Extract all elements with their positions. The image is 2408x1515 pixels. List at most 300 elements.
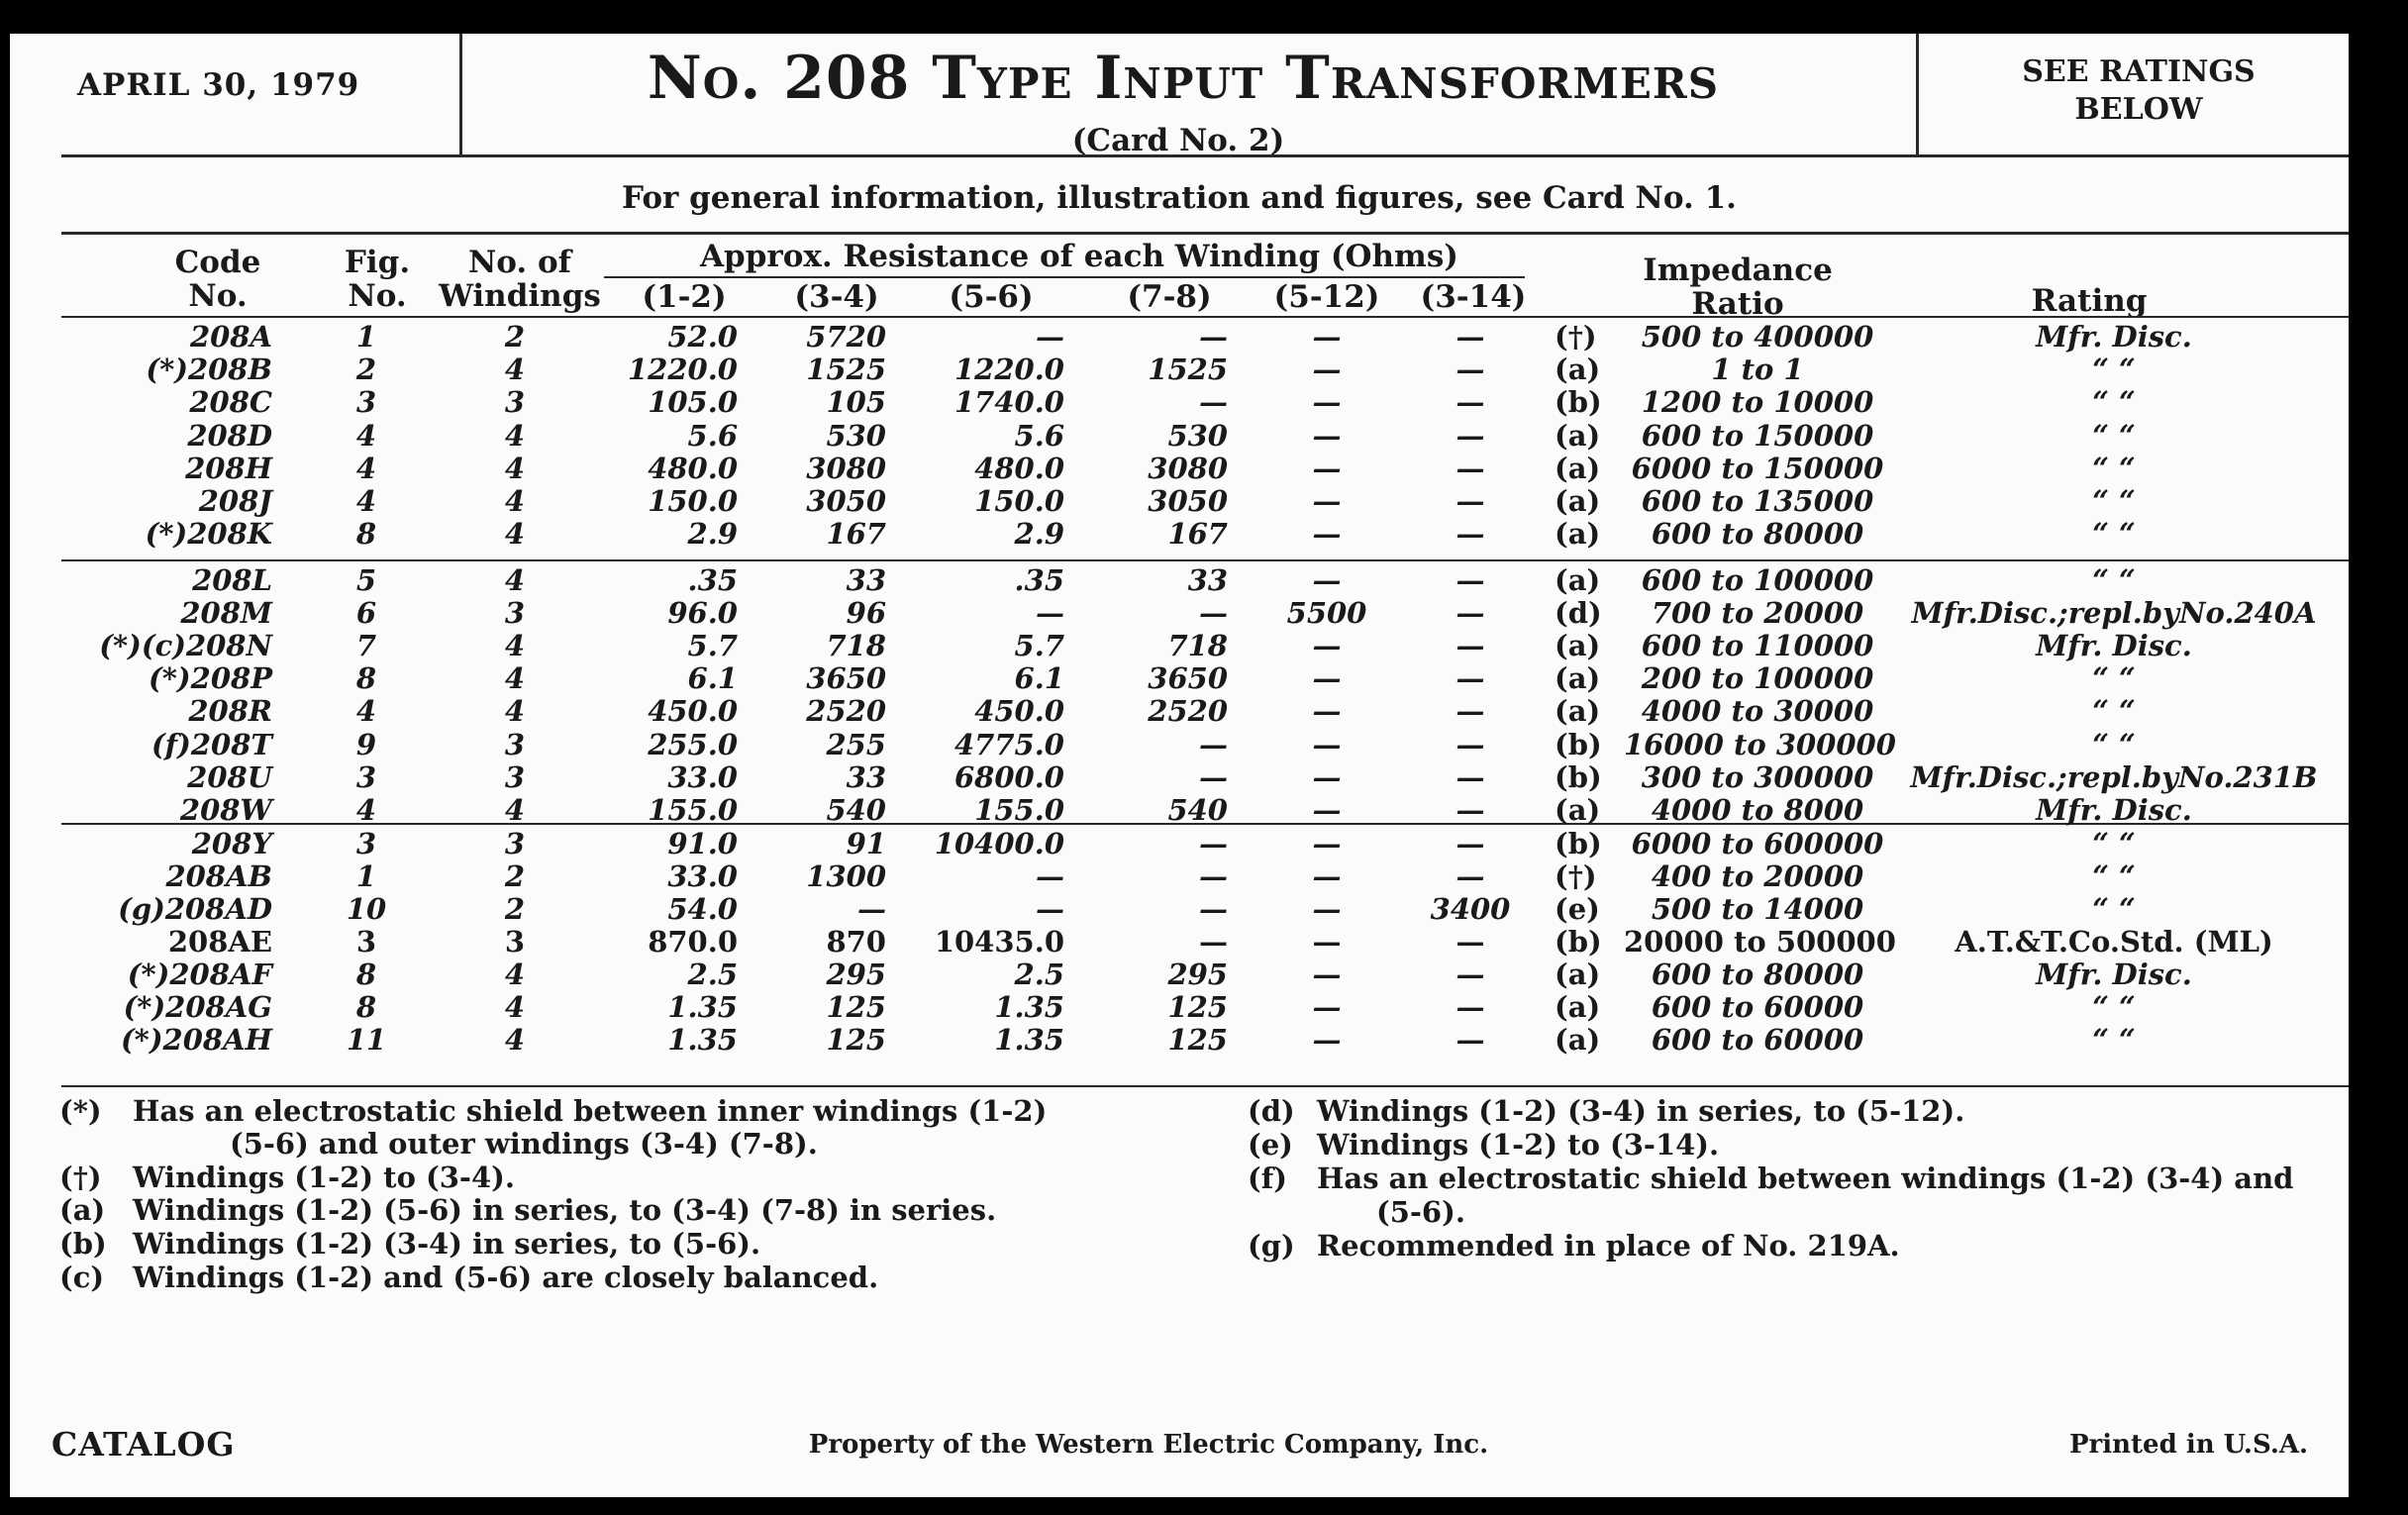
cell-r12: 33.0 xyxy=(667,760,738,794)
cell-r314: — xyxy=(1455,353,1485,386)
cell-code: 208Y xyxy=(191,827,272,860)
cell-rating: “ “ xyxy=(2092,1023,2136,1057)
cell-rating: Mfr.Disc.;repl.byNo.231B xyxy=(1910,760,2318,794)
cell-note: (a) xyxy=(1555,1023,1601,1057)
cell-r314: — xyxy=(1455,925,1485,959)
cell-code: (*)208AH xyxy=(120,1023,272,1057)
cell-r12: .35 xyxy=(687,563,738,597)
cell-r512: — xyxy=(1312,958,1342,991)
cell-r56: 10400.0 xyxy=(934,827,1064,860)
cell-note: (†) xyxy=(1555,859,1597,893)
cell-r78: — xyxy=(1199,385,1228,419)
cell-r512: — xyxy=(1312,452,1342,485)
cell-r512: — xyxy=(1312,892,1342,926)
cell-r12: 150.0 xyxy=(648,484,738,518)
cell-rating: A.T.&T.Co.Std. (ML) xyxy=(1955,925,2273,959)
cell-r512: — xyxy=(1312,990,1342,1024)
cell-r12: 1220.0 xyxy=(628,353,738,386)
cell-r78: 167 xyxy=(1167,517,1228,551)
cell-r314: — xyxy=(1455,958,1485,991)
cell-note: (d) xyxy=(1555,596,1602,630)
col-windings-line1: No. of xyxy=(467,245,572,280)
cell-fig: 5 xyxy=(355,563,377,597)
cell-fig: 8 xyxy=(355,990,377,1024)
ratings-note-line1: SEE RATINGS xyxy=(2022,54,2256,89)
col-w78: (7-8) xyxy=(1127,279,1212,315)
cell-r56: — xyxy=(1036,596,1064,630)
cell-r314: — xyxy=(1455,320,1485,354)
col-impedance-line1: Impedance xyxy=(1643,252,1833,288)
cell-r512: — xyxy=(1312,925,1342,959)
footnote-mark: (g) xyxy=(1248,1229,1295,1262)
cell-r56: 1.35 xyxy=(994,990,1064,1024)
footnote-text: Has an electrostatic shield between inner windings (1-2) xyxy=(133,1094,1048,1128)
cell-note: (a) xyxy=(1555,694,1601,728)
cell-code: (*)208P xyxy=(149,661,272,695)
cell-r34: 530 xyxy=(826,419,886,453)
cell-r512: — xyxy=(1312,353,1342,386)
cell-r512: — xyxy=(1312,827,1342,860)
cell-windings: 4 xyxy=(504,517,526,551)
cell-ratio: 600 to 60000 xyxy=(1651,1023,1864,1057)
cell-r34: 125 xyxy=(826,990,886,1024)
cell-windings: 4 xyxy=(504,661,526,695)
cell-fig: 9 xyxy=(355,728,377,761)
cell-r78: — xyxy=(1199,596,1228,630)
cell-r512: — xyxy=(1312,563,1342,597)
cell-windings: 4 xyxy=(504,563,526,597)
cell-windings: 4 xyxy=(504,793,526,827)
cell-rating: Mfr. Disc. xyxy=(2036,629,2192,662)
footnote-text: Windings (1-2) (5-6) in series, to (3-4) (7-8) in series. xyxy=(133,1193,997,1227)
cell-r78: — xyxy=(1199,760,1228,794)
cell-r34: 870 xyxy=(826,925,886,959)
cell-code: 208C xyxy=(189,385,272,419)
cell-fig: 3 xyxy=(355,385,377,419)
cell-fig: 3 xyxy=(355,925,377,959)
cell-note: (a) xyxy=(1555,629,1601,662)
header-divider-right xyxy=(1916,34,1919,154)
cell-r56: 10435.0 xyxy=(934,925,1064,959)
cell-code: (g)208AD xyxy=(118,892,272,926)
cell-fig: 8 xyxy=(355,958,377,991)
cell-windings: 4 xyxy=(504,452,526,485)
cell-r12: 2.9 xyxy=(687,517,738,551)
cell-note: (†) xyxy=(1555,320,1597,354)
cell-r512: — xyxy=(1312,1023,1342,1057)
col-fig-line1: Fig. xyxy=(344,245,411,280)
cell-r56: 155.0 xyxy=(974,793,1064,827)
cell-ratio: 16000 to 300000 xyxy=(1624,728,1896,761)
cell-r314: — xyxy=(1455,760,1485,794)
cell-fig: 2 xyxy=(355,353,377,386)
cell-r78: 3050 xyxy=(1148,484,1228,518)
cell-note: (e) xyxy=(1555,892,1600,926)
cell-r314: — xyxy=(1455,517,1485,551)
cell-r512: — xyxy=(1312,484,1342,518)
col-rating-header: Rating xyxy=(2031,283,2148,319)
cell-code: (*)208AF xyxy=(127,958,272,991)
cell-r314: — xyxy=(1455,385,1485,419)
cell-rating: Mfr. Disc. xyxy=(2036,320,2192,354)
cell-ratio: 6000 to 600000 xyxy=(1631,827,1884,860)
cell-ratio: 600 to 150000 xyxy=(1641,419,1874,453)
cell-rating: “ “ xyxy=(2092,563,2136,597)
cell-ratio: 500 to 400000 xyxy=(1641,320,1874,354)
cell-rating: “ “ xyxy=(2092,452,2136,485)
footnote-text: Windings (1-2) (3-4) in series, to (5-12). xyxy=(1317,1094,1965,1128)
cell-r314: — xyxy=(1455,728,1485,761)
cell-note: (a) xyxy=(1555,793,1601,827)
footnote-text: Windings (1-2) and (5-6) are closely balanced. xyxy=(133,1261,879,1294)
cell-r12: 5.7 xyxy=(687,629,738,662)
cell-r78: — xyxy=(1199,320,1228,354)
cell-code: 208AB xyxy=(165,859,272,893)
col-fig-header xyxy=(323,246,432,313)
cell-r56: 1740.0 xyxy=(954,385,1064,419)
cell-rating: “ “ xyxy=(2092,694,2136,728)
cell-rating: “ “ xyxy=(2092,827,2136,860)
cell-code: 208R xyxy=(188,694,272,728)
col-code-line1: Code xyxy=(174,245,261,280)
ratings-note xyxy=(1951,53,2327,129)
cell-windings: 4 xyxy=(504,484,526,518)
cell-ratio: 600 to 80000 xyxy=(1651,517,1864,551)
cell-ratio: 500 to 14000 xyxy=(1651,892,1864,926)
footnote-text: Windings (1-2) to (3-14). xyxy=(1317,1128,1720,1162)
footnote-mark: (f) xyxy=(1248,1162,1287,1195)
cell-rating: “ “ xyxy=(2092,353,2136,386)
cell-r56: 480.0 xyxy=(974,452,1064,485)
col-w34: (3-4) xyxy=(794,279,879,315)
cell-r512: — xyxy=(1312,419,1342,453)
col-fig-line2: No. xyxy=(348,278,407,314)
col-impedance-line2: Ratio xyxy=(1691,286,1784,322)
cell-r34: 1525 xyxy=(806,353,886,386)
footnote-text: (5-6) and outer windings (3-4) (7-8). xyxy=(230,1127,818,1161)
footnote-text: Has an electrostatic shield between windings (1-2) (3-4) and xyxy=(1317,1162,2294,1195)
cell-r34: 33 xyxy=(846,563,886,597)
cell-r314: — xyxy=(1455,793,1485,827)
cell-r512: — xyxy=(1312,385,1342,419)
cell-r314: — xyxy=(1455,661,1485,695)
cell-r56: .35 xyxy=(1014,563,1064,597)
cell-r56: 6.1 xyxy=(1014,661,1064,695)
cell-windings: 4 xyxy=(504,958,526,991)
cell-r78: 3650 xyxy=(1148,661,1228,695)
cell-windings: 2 xyxy=(504,892,526,926)
col-windings-line2: Windings xyxy=(439,278,601,314)
cell-fig: 8 xyxy=(355,661,377,695)
cell-rating: “ “ xyxy=(2092,517,2136,551)
cell-rating: Mfr. Disc. xyxy=(2036,793,2192,827)
col-code-header xyxy=(139,246,297,313)
cell-fig: 6 xyxy=(355,596,377,630)
cell-r78: 2520 xyxy=(1148,694,1228,728)
cell-r56: 450.0 xyxy=(974,694,1064,728)
cell-r314: — xyxy=(1455,419,1485,453)
footnote-mark: (e) xyxy=(1248,1128,1293,1162)
cell-r78: — xyxy=(1199,859,1228,893)
info-rule xyxy=(61,232,2349,235)
cell-r314: — xyxy=(1455,827,1485,860)
footnote-mark: (c) xyxy=(59,1261,105,1294)
cell-r56: 5.7 xyxy=(1014,629,1064,662)
cell-note: (a) xyxy=(1555,563,1601,597)
cell-note: (a) xyxy=(1555,452,1601,485)
cell-code: (*)208K xyxy=(145,517,272,551)
cell-r12: 155.0 xyxy=(648,793,738,827)
cell-fig: 4 xyxy=(355,452,377,485)
cell-fig: 4 xyxy=(355,694,377,728)
cell-windings: 4 xyxy=(504,1023,526,1057)
cell-r34: — xyxy=(857,892,886,926)
cell-r78: — xyxy=(1199,892,1228,926)
cell-r512: — xyxy=(1312,629,1342,662)
cell-rating: “ “ xyxy=(2092,484,2136,518)
cell-r12: 54.0 xyxy=(667,892,738,926)
cell-fig: 1 xyxy=(355,320,377,354)
cell-note: (b) xyxy=(1555,385,1602,419)
col-resistance-group: Approx. Resistance of each Winding (Ohms) xyxy=(700,239,1458,274)
cell-r314: — xyxy=(1455,484,1485,518)
cell-ratio: 600 to 60000 xyxy=(1651,990,1864,1024)
cell-r314: — xyxy=(1455,596,1485,630)
cell-r34: 1300 xyxy=(806,859,886,893)
section-rule-1 xyxy=(61,559,2349,561)
cell-r34: 96 xyxy=(846,596,886,630)
cell-r512: — xyxy=(1312,793,1342,827)
cell-r12: 1.35 xyxy=(667,1023,738,1057)
catalog-label: CATALOG xyxy=(51,1425,236,1464)
cell-r78: 718 xyxy=(1167,629,1228,662)
cell-rating: Mfr.Disc.;repl.byNo.240A xyxy=(1911,596,2317,630)
cell-rating: “ “ xyxy=(2092,385,2136,419)
col-impedance-header xyxy=(1594,253,1881,321)
cell-ratio: 1 to 1 xyxy=(1711,353,1804,386)
cell-r34: 718 xyxy=(826,629,886,662)
cell-r34: 540 xyxy=(826,793,886,827)
cell-ratio: 600 to 80000 xyxy=(1651,958,1864,991)
cell-ratio: 4000 to 30000 xyxy=(1641,694,1874,728)
cell-fig: 1 xyxy=(355,859,377,893)
cell-r12: 91.0 xyxy=(667,827,738,860)
footnote-mark: (*) xyxy=(59,1094,102,1128)
cell-r56: 6800.0 xyxy=(954,760,1064,794)
cell-windings: 4 xyxy=(504,629,526,662)
cell-r56: 5.6 xyxy=(1014,419,1064,453)
cell-r512: — xyxy=(1312,760,1342,794)
cell-r512: — xyxy=(1312,694,1342,728)
cell-rating: “ “ xyxy=(2092,661,2136,695)
cell-r56: 1.35 xyxy=(994,1023,1064,1057)
cell-code: 208AE xyxy=(167,925,272,959)
cell-r12: 2.5 xyxy=(687,958,738,991)
cell-fig: 8 xyxy=(355,517,377,551)
cell-windings: 3 xyxy=(504,596,526,630)
catalog-card xyxy=(10,34,2349,1497)
cell-windings: 3 xyxy=(504,827,526,860)
cell-r34: 167 xyxy=(826,517,886,551)
cell-ratio: 1200 to 10000 xyxy=(1641,385,1874,419)
cell-code: (*)208AG xyxy=(123,990,272,1024)
cell-ratio: 600 to 100000 xyxy=(1641,563,1874,597)
cell-r34: 33 xyxy=(846,760,886,794)
col-w314: (3-14) xyxy=(1420,279,1527,315)
cell-r314: — xyxy=(1455,629,1485,662)
cell-fig: 4 xyxy=(355,793,377,827)
cell-r12: 6.1 xyxy=(687,661,738,695)
cell-fig: 4 xyxy=(355,484,377,518)
cell-r78: 295 xyxy=(1167,958,1228,991)
cell-note: (b) xyxy=(1555,925,1602,959)
cell-windings: 4 xyxy=(504,694,526,728)
cell-code: (f)208T xyxy=(150,728,272,761)
cell-note: (a) xyxy=(1555,517,1601,551)
cell-r34: 3650 xyxy=(806,661,886,695)
cell-r56: 2.9 xyxy=(1014,517,1064,551)
cell-ratio: 200 to 100000 xyxy=(1641,661,1874,695)
cell-r56: — xyxy=(1036,892,1064,926)
cell-r314: — xyxy=(1455,1023,1485,1057)
cell-r78: 125 xyxy=(1167,990,1228,1024)
cell-r56: 4775.0 xyxy=(954,728,1064,761)
cell-r12: 33.0 xyxy=(667,859,738,893)
cell-note: (b) xyxy=(1555,760,1602,794)
cell-note: (a) xyxy=(1555,958,1601,991)
cell-r78: 3080 xyxy=(1148,452,1228,485)
cell-r56: 1220.0 xyxy=(954,353,1064,386)
cell-rating: “ “ xyxy=(2092,859,2136,893)
cell-r314: — xyxy=(1455,452,1485,485)
cell-ratio: 600 to 135000 xyxy=(1641,484,1874,518)
cell-r12: 255.0 xyxy=(648,728,738,761)
card-subtitle: (Card No. 2) xyxy=(1071,123,1285,158)
cell-r34: 91 xyxy=(846,827,886,860)
cell-windings: 2 xyxy=(504,859,526,893)
cell-ratio: 600 to 110000 xyxy=(1641,629,1874,662)
footnote-mark: (d) xyxy=(1248,1094,1295,1128)
footnote-text: Recommended in place of No. 219A. xyxy=(1317,1229,1900,1262)
card-title: No. 208 Type Input Transformers xyxy=(647,44,1720,113)
cell-r12: 480.0 xyxy=(648,452,738,485)
cell-rating: “ “ xyxy=(2092,892,2136,926)
cell-r78: 540 xyxy=(1167,793,1228,827)
cell-r12: 52.0 xyxy=(667,320,738,354)
cell-r34: 2520 xyxy=(806,694,886,728)
cell-ratio: 700 to 20000 xyxy=(1651,596,1864,630)
cell-note: (a) xyxy=(1555,990,1601,1024)
printed-notice: Printed in U.S.A. xyxy=(2069,1430,2309,1460)
cell-fig: 3 xyxy=(355,827,377,860)
cell-windings: 4 xyxy=(504,990,526,1024)
ratings-note-line2: BELOW xyxy=(2074,92,2203,127)
cell-ratio: 400 to 20000 xyxy=(1651,859,1864,893)
cell-r512: — xyxy=(1312,728,1342,761)
cell-r12: 1.35 xyxy=(667,990,738,1024)
col-w12: (1-2) xyxy=(642,279,727,315)
card-date: APRIL 30, 1979 xyxy=(77,67,360,103)
cell-code: (*)208B xyxy=(146,353,272,386)
cell-code: 208M xyxy=(180,596,272,630)
table-bottom-rule xyxy=(61,1085,2349,1087)
cell-note: (b) xyxy=(1555,827,1602,860)
cell-windings: 2 xyxy=(504,320,526,354)
cell-r512: — xyxy=(1312,859,1342,893)
cell-note: (a) xyxy=(1555,353,1601,386)
footnote-text: Windings (1-2) (3-4) in series, to (5-6). xyxy=(133,1227,761,1261)
cell-r34: 3050 xyxy=(806,484,886,518)
footnote-text: Windings (1-2) to (3-4). xyxy=(133,1161,515,1194)
cell-rating: “ “ xyxy=(2092,990,2136,1024)
cell-r56: 150.0 xyxy=(974,484,1064,518)
cell-ratio: 20000 to 500000 xyxy=(1624,925,1896,959)
cell-code: 208J xyxy=(198,484,272,518)
cell-code: 208W xyxy=(179,793,272,827)
cell-r78: — xyxy=(1199,827,1228,860)
cell-fig: 3 xyxy=(355,760,377,794)
cell-r12: 105.0 xyxy=(648,385,738,419)
cell-code: 208U xyxy=(187,760,272,794)
cell-ratio: 300 to 300000 xyxy=(1641,760,1874,794)
cell-windings: 4 xyxy=(504,353,526,386)
header-rule xyxy=(61,154,2349,157)
general-info: For general information, illustration and figures, see Card No. 1. xyxy=(622,180,1737,216)
cell-code: (*)(c)208N xyxy=(99,629,272,662)
cell-r56: — xyxy=(1036,320,1064,354)
column-header-rule xyxy=(61,316,2349,318)
cell-r314: 3400 xyxy=(1430,892,1511,926)
cell-windings: 3 xyxy=(504,728,526,761)
cell-r78: — xyxy=(1199,925,1228,959)
cell-fig: 10 xyxy=(346,892,387,926)
cell-r314: — xyxy=(1455,859,1485,893)
cell-r512: 5500 xyxy=(1286,596,1367,630)
cell-r512: — xyxy=(1312,517,1342,551)
cell-ratio: 4000 to 8000 xyxy=(1651,793,1864,827)
footnote-mark: (†) xyxy=(59,1161,102,1194)
col-w512: (5-12) xyxy=(1273,279,1380,315)
cell-rating: “ “ xyxy=(2092,728,2136,761)
cell-r512: — xyxy=(1312,661,1342,695)
cell-r34: 3080 xyxy=(806,452,886,485)
cell-code: 208H xyxy=(185,452,272,485)
cell-r34: 295 xyxy=(826,958,886,991)
cell-windings: 4 xyxy=(504,419,526,453)
cell-note: (a) xyxy=(1555,419,1601,453)
cell-r12: 96.0 xyxy=(667,596,738,630)
cell-ratio: 6000 to 150000 xyxy=(1631,452,1884,485)
resistance-group-rule xyxy=(604,276,1525,278)
cell-r314: — xyxy=(1455,990,1485,1024)
cell-r314: — xyxy=(1455,694,1485,728)
cell-r12: 450.0 xyxy=(648,694,738,728)
cell-rating: Mfr. Disc. xyxy=(2036,958,2192,991)
cell-fig: 11 xyxy=(346,1023,387,1057)
cell-r34: 105 xyxy=(826,385,886,419)
cell-r512: — xyxy=(1312,320,1342,354)
cell-fig: 4 xyxy=(355,419,377,453)
cell-r34: 125 xyxy=(826,1023,886,1057)
cell-fig: 7 xyxy=(355,629,377,662)
cell-r34: 5720 xyxy=(806,320,886,354)
footnote-mark: (a) xyxy=(59,1193,106,1227)
cell-r78: 1525 xyxy=(1148,353,1228,386)
cell-note: (a) xyxy=(1555,661,1601,695)
cell-r34: 255 xyxy=(826,728,886,761)
cell-code: 208L xyxy=(192,563,272,597)
cell-windings: 3 xyxy=(504,385,526,419)
